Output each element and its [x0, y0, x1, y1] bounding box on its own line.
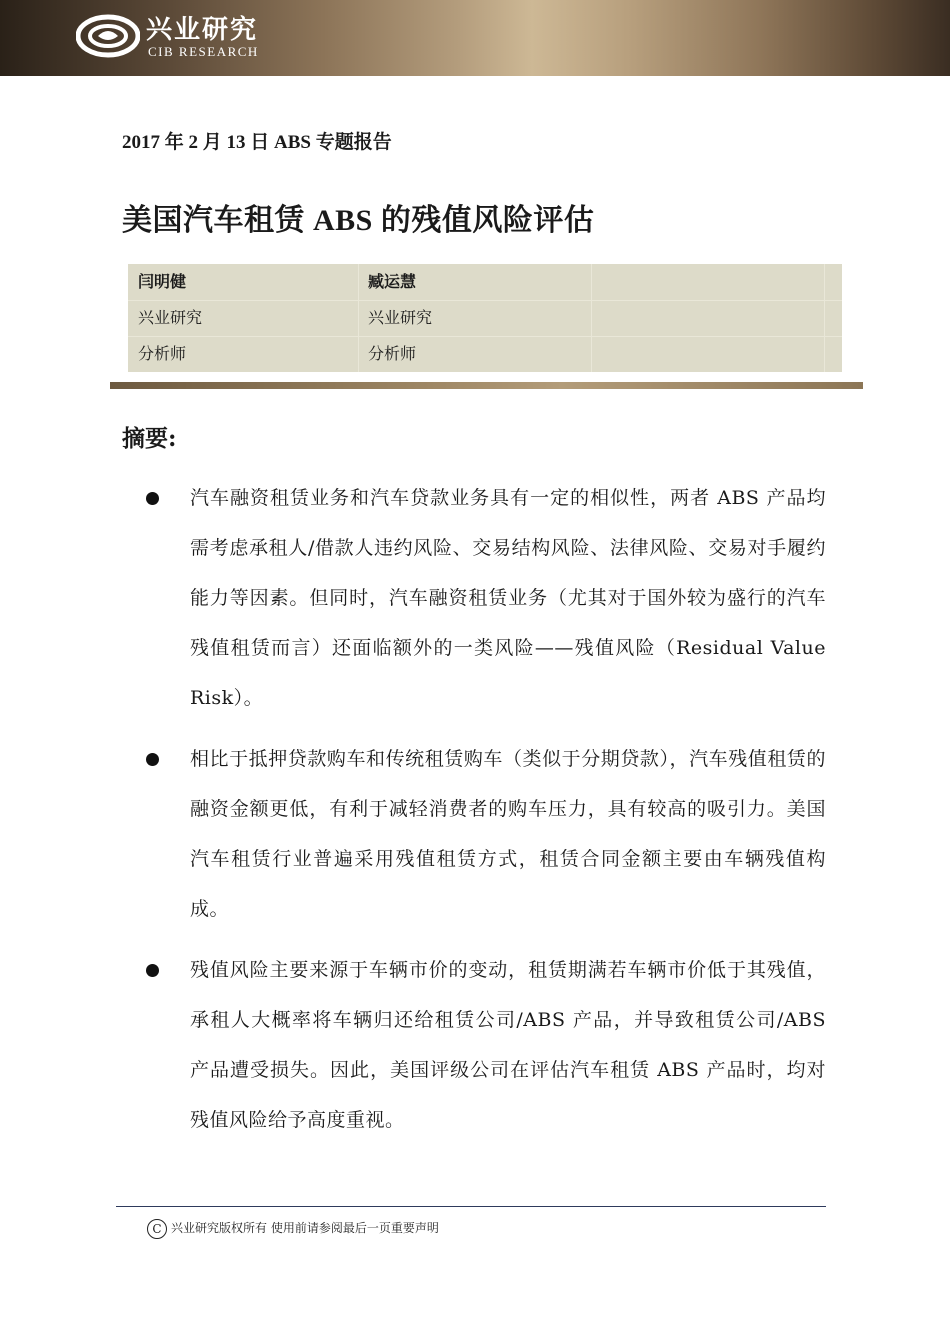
author-name: 闫明健 [138, 272, 187, 291]
author-role: 分析师 [138, 344, 187, 363]
author-org: 兴业研究 [368, 308, 433, 327]
report-date-line: 2017 年 2 月 13 日 ABS 专题报告 [122, 132, 392, 153]
bullet-icon [146, 753, 159, 766]
bullet-text: 相比于抵押贷款购车和传统租赁购车（类似于分期贷款），汽车残值租赁的融资金额更低，有利于减轻消费者的购车压力，具有较高的吸引力。美国汽车租赁行业普遍采用残值租赁方式，租赁合同金额主要由车辆残值构成。 [190, 748, 826, 920]
cib-logo[interactable] [76, 12, 276, 62]
author-role: 分析师 [368, 344, 417, 363]
footer-divider [116, 1206, 826, 1207]
logo-chinese-text: 兴业研究 [146, 15, 259, 45]
header-banner [0, 0, 950, 76]
author-name-row [128, 264, 842, 300]
cib-swirl-logo-icon [76, 14, 140, 58]
footer [147, 1217, 439, 1239]
copyright-icon: C [147, 1219, 167, 1239]
bullet-icon [146, 492, 159, 505]
footer-text: 兴业研究版权所有 使用前请参阅最后一页重要声明 [171, 1221, 439, 1235]
bullet-text: 汽车融资租赁业务和汽车贷款业务具有一定的相似性，两者 ABS 产品均需考虑承租人/借款人违约风险、交易结构风险、法律风险、交易对手履约能力等因素。但同时，汽车融资租赁业务（尤其对于国外较为盛行的汽车残值租赁而言）还面临额外的一类风险——残值风险（Residual Value Risk）。 [190, 487, 826, 709]
report-title: 美国汽车租赁 ABS 的残值风险评估 [122, 204, 595, 237]
logo-english-text: CIB RESEARCH [148, 44, 259, 59]
author-table [128, 264, 842, 372]
author-role-row [128, 336, 842, 372]
author-name: 臧运慧 [368, 272, 417, 291]
bullet-text: 残值风险主要来源于车辆市价的变动，租赁期满若车辆市价低于其残值，承租人大概率将车辆归还给租赁公司/ABS 产品，并导致租赁公司/ABS 产品遭受损失。因此，美国评级公司在评估汽车租赁 ABS 产品时，均对残值风险给予高度重视。 [190, 959, 826, 1131]
bullet-icon [146, 964, 159, 977]
author-org: 兴业研究 [138, 308, 203, 327]
author-org-row [128, 300, 842, 336]
abstract-heading: 摘要: [122, 425, 177, 452]
section-divider [110, 382, 863, 389]
